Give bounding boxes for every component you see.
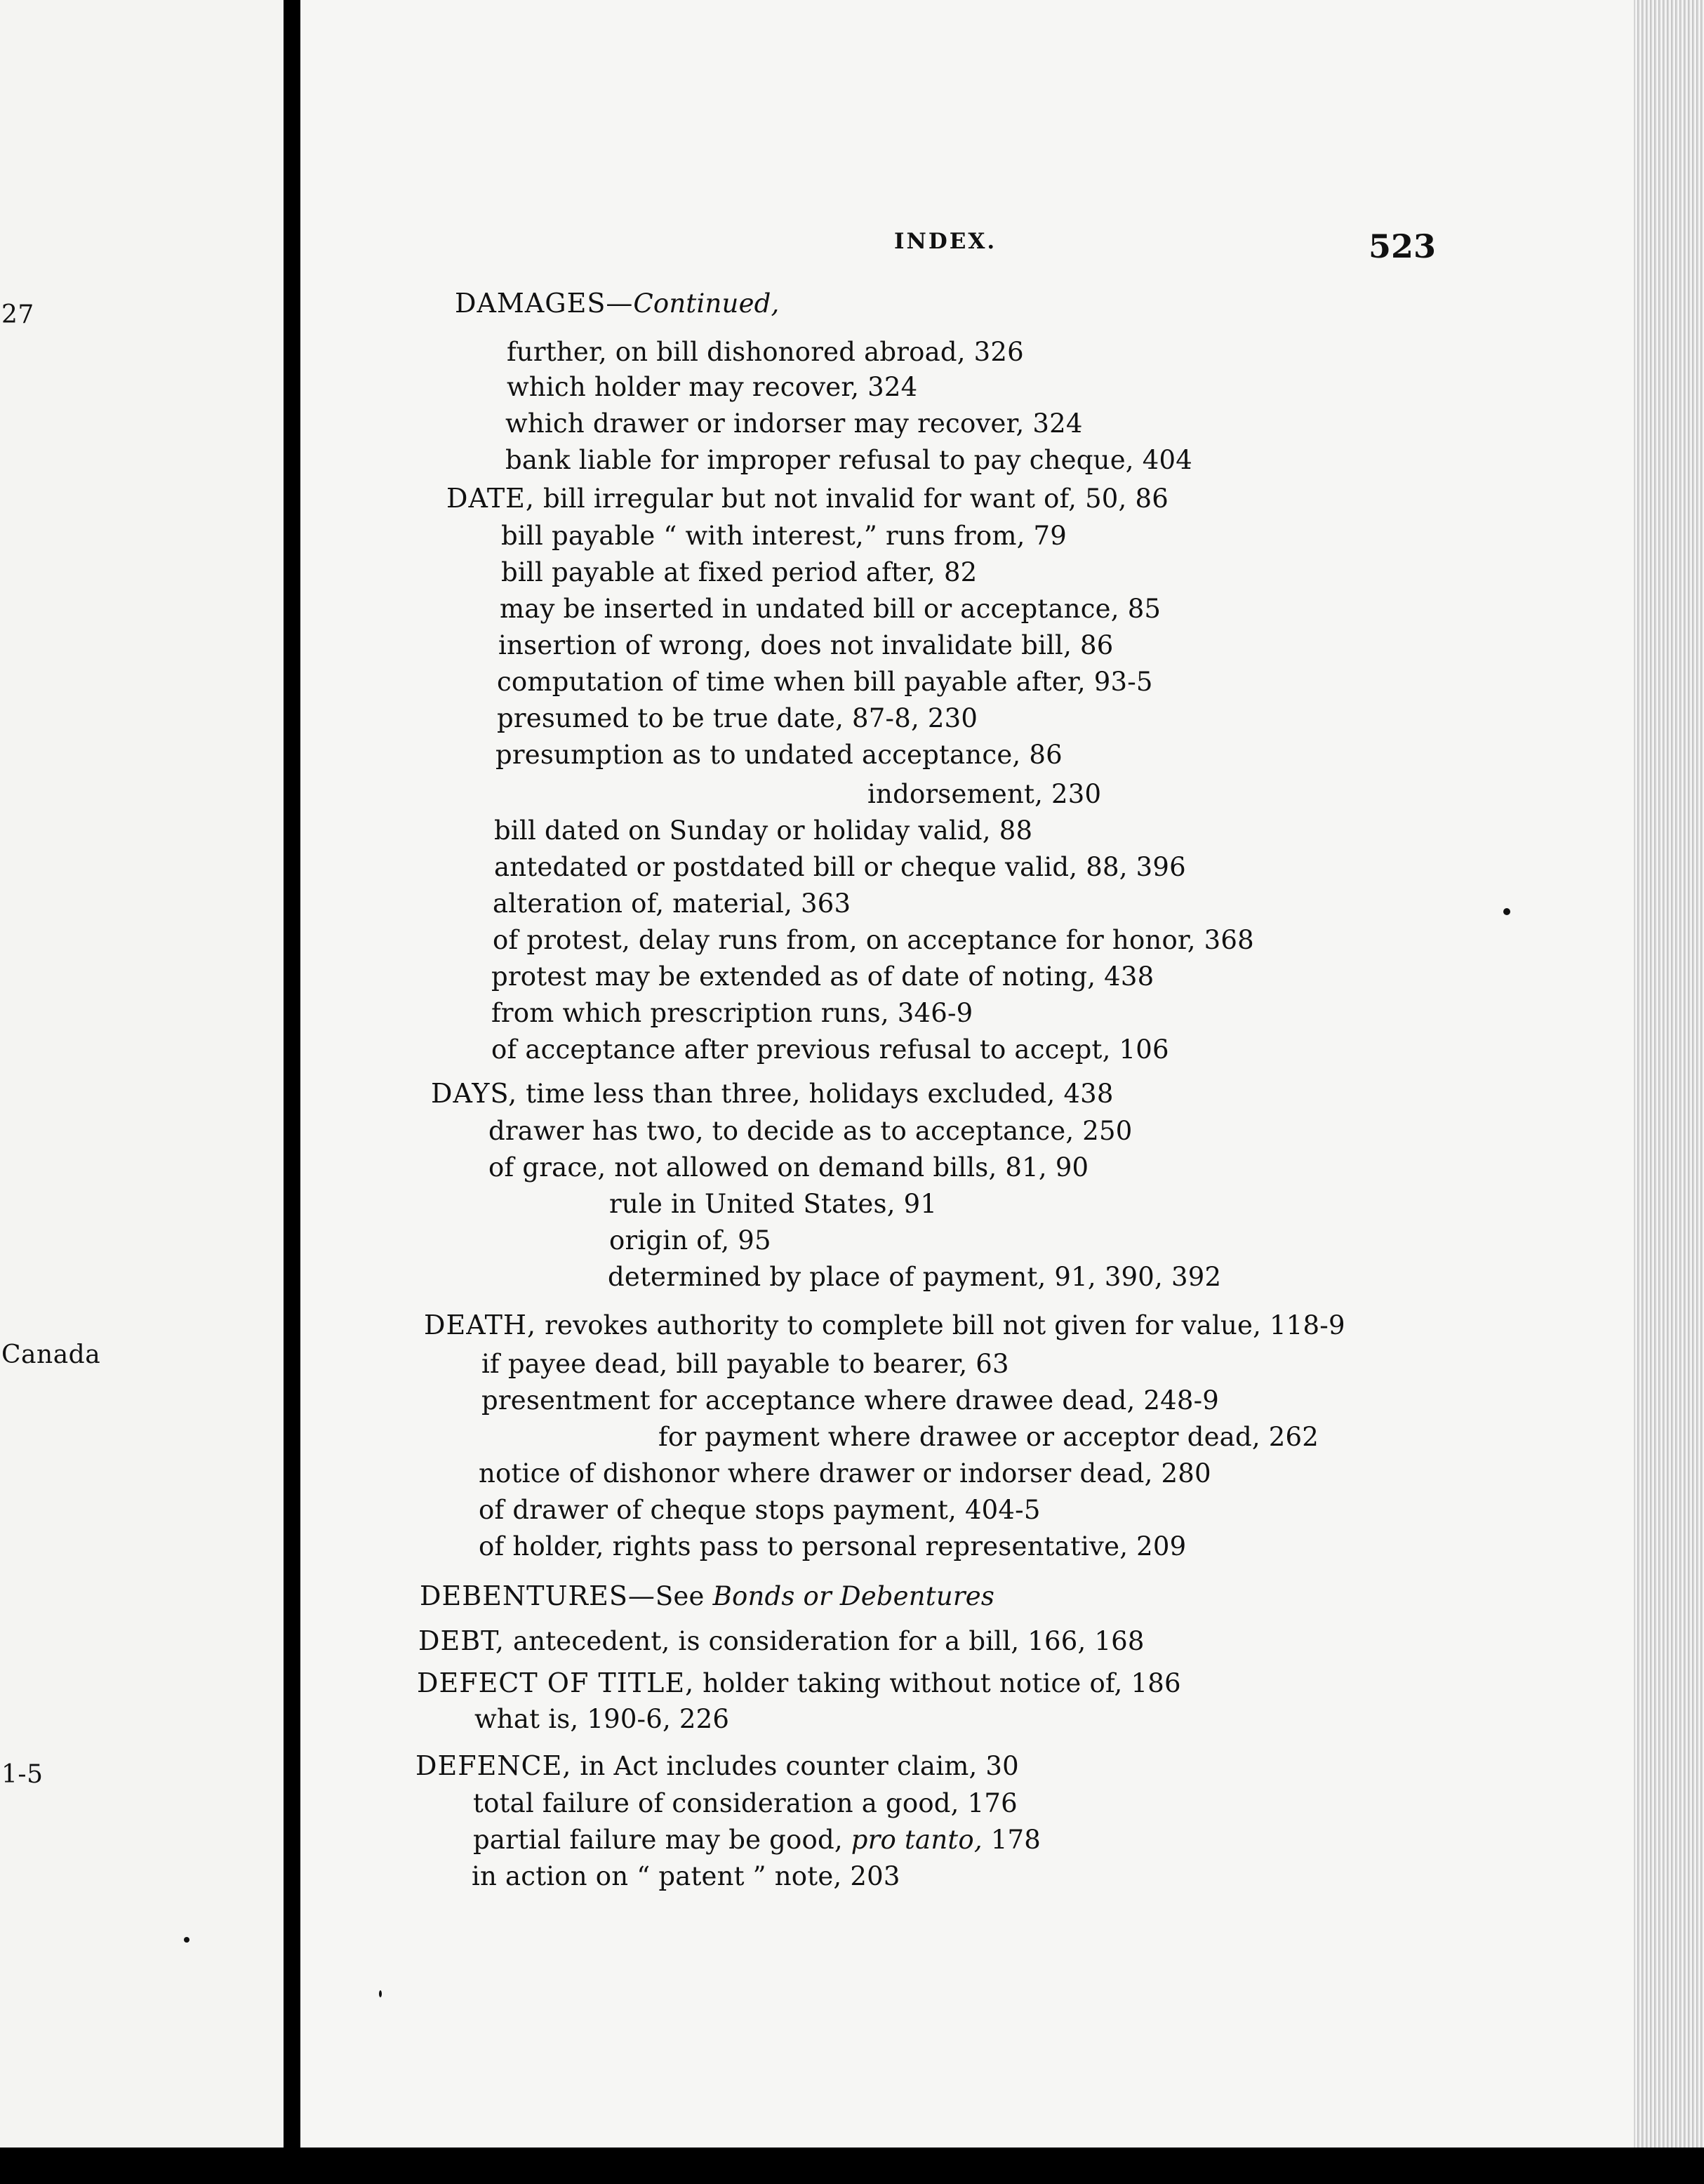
index-line: of protest, delay runs from, on acceptance for honor, 368: [493, 925, 1254, 955]
index-line: computation of time when bill payable after, 93-5: [497, 667, 1153, 697]
index-line: [417, 1667, 1181, 1698]
index-headword: DAYS,: [431, 1078, 518, 1109]
running-header: INDEX.: [894, 229, 997, 254]
index-text: antecedent, is consideration for a bill, 166, 168: [504, 1626, 1145, 1656]
index-line: bank liable for improper refusal to pay cheque, 404: [505, 445, 1192, 475]
index-text: bill irregular but not invalid for want of, 50, 86: [535, 484, 1169, 514]
index-headword: DEFENCE,: [415, 1750, 572, 1781]
index-line: [431, 1078, 1114, 1109]
index-line: [455, 288, 780, 319]
index-line: which drawer or indorser may recover, 324: [505, 408, 1083, 439]
index-line: in action on “ patent ” note, 203: [472, 1861, 900, 1891]
index-line: [424, 1310, 1345, 1340]
speck: [1503, 908, 1510, 915]
index-line: for payment where drawee or acceptor dead, 262: [658, 1422, 1319, 1452]
index-line: presumed to be true date, 87-8, 230: [497, 703, 978, 733]
index-line: drawer has two, to decide as to acceptance, 250: [488, 1116, 1133, 1146]
book-gutter: [284, 0, 300, 2148]
index-headword: DEATH,: [424, 1310, 537, 1340]
index-headword: DEBT,: [418, 1625, 505, 1656]
index-text: time less than three, holidays excluded, 438: [517, 1079, 1114, 1109]
index-headword: DATE,: [446, 483, 535, 514]
index-line: what is, 190-6, 226: [474, 1704, 730, 1734]
index-italic: Bonds or Debentures: [712, 1581, 995, 1611]
index-line: total failure of consideration a good, 176: [473, 1788, 1018, 1818]
left-page: [0, 0, 284, 2148]
index-headword: DEFECT OF TITLE,: [417, 1667, 695, 1698]
speck: [184, 1937, 189, 1943]
index-line: rule in United States, 91: [609, 1189, 938, 1219]
index-line: further, on bill dishonored abroad, 326: [507, 337, 1024, 367]
index-text: partial failure may be good,: [473, 1825, 851, 1855]
index-line: [418, 1625, 1145, 1656]
index-line: insertion of wrong, does not invalidate bill, 86: [498, 630, 1114, 660]
index-line: bill payable at fixed period after, 82: [501, 557, 978, 587]
index-line: presumption as to undated acceptance, 86: [495, 740, 1063, 770]
index-line: may be inserted in undated bill or acceptance, 85: [500, 594, 1161, 624]
index-line: [420, 1580, 994, 1611]
index-line: [473, 1825, 1041, 1855]
index-line: protest may be extended as of date of noting, 438: [491, 961, 1154, 992]
index-headword: DAMAGES—: [455, 288, 634, 319]
index-line: of acceptance after previous refusal to accept, 106: [491, 1034, 1169, 1065]
index-text: See: [655, 1581, 713, 1611]
index-line: of grace, not allowed on demand bills, 81, 90: [488, 1152, 1089, 1183]
index-italic: Continued,: [633, 288, 780, 319]
index-line: of holder, rights pass to personal representative, 209: [479, 1531, 1187, 1562]
index-line: [446, 483, 1169, 514]
index-text: in Act includes counter claim, 30: [571, 1751, 1019, 1781]
index-headword: DEBENTURES—: [420, 1580, 655, 1611]
scan-border: [0, 2148, 1704, 2184]
index-line: if payee dead, bill payable to bearer, 63: [481, 1349, 1009, 1379]
index-line: from which prescription runs, 346-9: [491, 998, 973, 1028]
index-line: bill dated on Sunday or holiday valid, 88: [494, 815, 1033, 846]
left-page-fragment: 1-5: [1, 1760, 44, 1789]
index-text: revokes authority to complete bill not given for value, 118-9: [536, 1310, 1345, 1340]
index-line: alteration of, material, 363: [493, 888, 851, 919]
index-text: holder taking without notice of, 186: [694, 1668, 1181, 1698]
index-line: bill payable “ with interest,” runs from, 79: [501, 521, 1067, 551]
page-number: 523: [1369, 227, 1437, 265]
index-italic: pro tanto,: [851, 1825, 983, 1855]
index-line: indorsement, 230: [867, 779, 1102, 809]
index-line: notice of dishonor where drawer or indorser dead, 280: [479, 1458, 1211, 1489]
index-line: determined by place of payment, 91, 390, 392: [608, 1262, 1222, 1292]
index-line: antedated or postdated bill or cheque valid, 88, 396: [494, 852, 1186, 882]
index-text: 178: [982, 1825, 1041, 1855]
index-line: origin of, 95: [609, 1225, 771, 1256]
index-line: which holder may recover, 324: [507, 372, 918, 402]
index-line: [415, 1750, 1019, 1781]
index-line: presentment for acceptance where drawee dead, 248-9: [481, 1385, 1220, 1416]
page-edges: [1634, 0, 1704, 2148]
left-page-fragment: Canada: [1, 1340, 101, 1369]
left-page-fragment: 27: [1, 300, 34, 329]
speck: [379, 1990, 382, 1997]
index-line: of drawer of cheque stops payment, 404-5: [479, 1495, 1041, 1525]
